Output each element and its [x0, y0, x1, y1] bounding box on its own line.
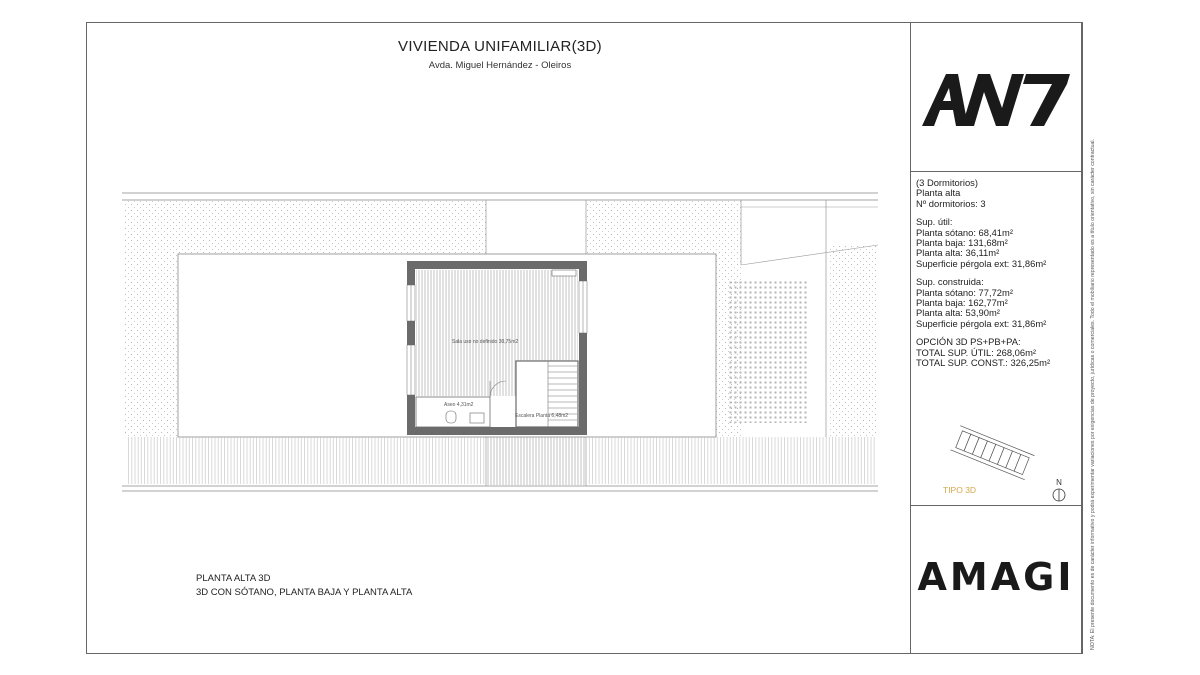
an7-logo — [922, 70, 1072, 133]
totals-line: TOTAL SUP. ÚTIL: 268,06m² — [916, 346, 1037, 358]
caption-line: 3D CON SÓTANO, PLANTA BAJA Y PLANTA ALTA — [196, 587, 413, 598]
page-title: VIVIENDA UNIFAMILIAR(3D) — [398, 38, 602, 55]
sink-icon — [470, 413, 484, 423]
front-strip — [586, 437, 876, 484]
room-label-main: Sala uso no definido 30,75m2 — [452, 339, 519, 345]
caption-line: PLANTA ALTA 3D — [196, 573, 271, 584]
info-floor: Planta alta — [916, 187, 961, 199]
sup-util-line: Superficie pérgola ext: 31,86m² — [916, 257, 1047, 269]
info-panel — [916, 178, 1050, 369]
sup-construida-line: Planta alta: 53,90m² — [916, 307, 1000, 319]
north-arrow — [1051, 478, 1067, 505]
plan-caption — [196, 572, 412, 600]
legal-note: NOTA: El presente documento es de carácter informativo y podrá experimentar variaciones por exigencias de proyecto, jurídicas o comerciales. Todo el mobiliario representado es a título orientativo, sin carácter contractual. — [1090, 138, 1096, 650]
sup-util-line: Planta sótano: 68,41m² — [916, 226, 1013, 238]
page-subtitle: Avda. Miguel Hernández - Oleiros — [428, 60, 572, 71]
north-label: N — [1056, 478, 1062, 487]
title-block-divider — [910, 22, 911, 654]
info-bedrooms-count: Nº dormitorios: 3 — [916, 197, 986, 209]
totals-line: TOTAL SUP. CONST.: 326,25m² — [916, 357, 1051, 369]
info-bedrooms-type: (3 Dormitorios) — [916, 177, 978, 188]
sup-util-line: Planta alta: 36,11m² — [916, 247, 1000, 259]
tipo-label: TIPO 3D — [943, 485, 977, 495]
room-label-bath: Aseo 4,31m2 — [444, 402, 474, 408]
sup-util-line: Planta baja: 131,68m² — [916, 237, 1008, 249]
pergola-grid — [728, 281, 808, 423]
toilet-icon — [446, 411, 456, 423]
logo-divider — [910, 171, 1082, 172]
garden-area — [828, 245, 878, 437]
side-note-divider — [1082, 22, 1083, 654]
info-divider — [910, 505, 1082, 506]
sup-construida-line: Superficie pérgola ext: 31,86m² — [916, 317, 1047, 329]
front-path — [486, 437, 586, 485]
north-arrow-icon — [1051, 487, 1067, 503]
site-keyplan — [948, 424, 1038, 486]
amagi-logo: AMAGI — [917, 555, 1075, 599]
room-label-stairs: Escalera Planta 6,48m2 — [515, 413, 569, 419]
sup-construida-line: Planta sótano: 77,72m² — [916, 286, 1013, 298]
totals-heading: OPCIÓN 3D PS+PB+PA: — [916, 336, 1021, 348]
sup-construida-line: Planta baja: 162,77m² — [916, 297, 1008, 309]
sup-construida-heading: Sup. construida: — [916, 276, 984, 288]
sup-util-heading: Sup. útil: — [916, 216, 953, 228]
front-strip — [126, 437, 486, 484]
